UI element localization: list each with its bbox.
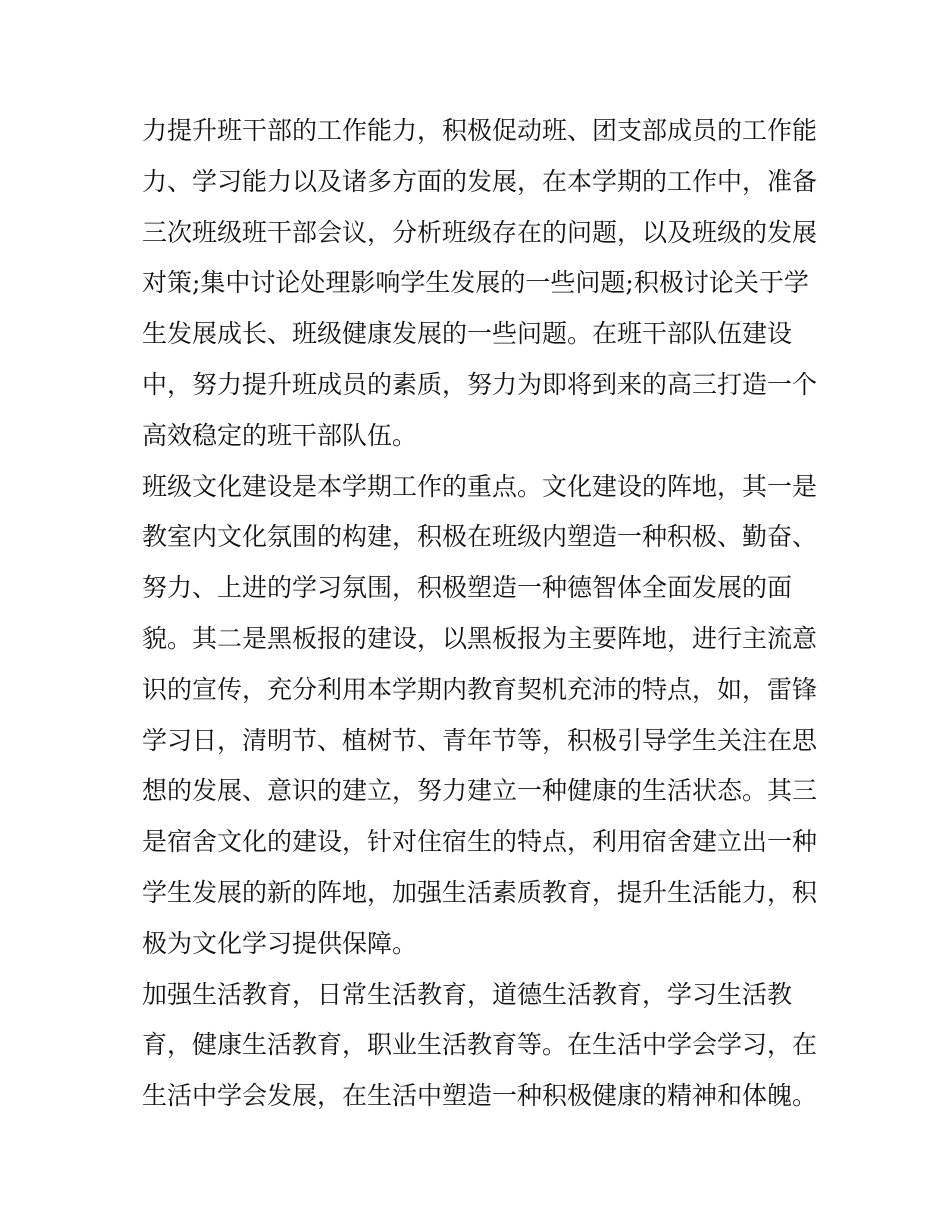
text-line: 中，努力提升班成员的素质，努力为即将到来的高三打造一个 [142, 369, 818, 399]
text-line: 高效稳定的班干部队伍。 [142, 420, 418, 450]
text-line: 想的发展、意识的建立，努力建立一种健康的生活状态。其三 [142, 776, 818, 806]
text-line: 学生发展的新的阵地，加强生活素质教育，提升生活能力，积 [142, 877, 818, 907]
text-line: 三次班级班干部会议，分析班级存在的问题，以及班级的发展 [142, 217, 818, 247]
text-line: 力提升班干部的工作能力，积极促动班、团支部成员的工作能 [142, 116, 818, 145]
text-line: 育，健康生活教育，职业生活教育等。在生活中学会学习，在 [142, 1030, 818, 1060]
text-line: 教室内文化氛围的构建，积极在班级内塑造一种积极、勤奋、 [142, 522, 818, 552]
body-text [142, 106, 822, 1122]
text-line: 生活中学会发展，在生活中塑造一种积极健康的精神和体魄。 [142, 1081, 818, 1111]
text-line: 努力、上进的学习氛围，积极塑造一种德智体全面发展的面 [142, 573, 793, 603]
text-line: 力、学习能力以及诸多方面的发展，在本学期的工作中，准备 [142, 166, 818, 196]
text-line: 学习日，清明节、植树节、青年节等，积极引导学生关注在思 [142, 725, 818, 755]
text-line: 是宿舍文化的建设，针对住宿生的特点，利用宿舍建立出一种 [142, 827, 818, 857]
text-line: 加强生活教育，日常生活教育，道德生活教育，学习生活教 [142, 979, 793, 1009]
text-line: 极为文化学习提供保障。 [142, 928, 418, 958]
text-line: 班级文化建设是本学期工作的重点。文化建设的阵地，其一是 [142, 471, 818, 501]
text-line: 识的宣传，充分利用本学期内教育契机充沛的特点，如，雷锋 [142, 674, 818, 704]
text-line: 貌。其二是黑板报的建设，以黑板报为主要阵地，进行主流意 [142, 623, 818, 653]
text-line: 生发展成长、班级健康发展的一些问题。在班干部队伍建设 [142, 319, 793, 349]
text-line: 对策;集中讨论处理影响学生发展的一些问题;积极讨论关于学 [142, 268, 809, 298]
